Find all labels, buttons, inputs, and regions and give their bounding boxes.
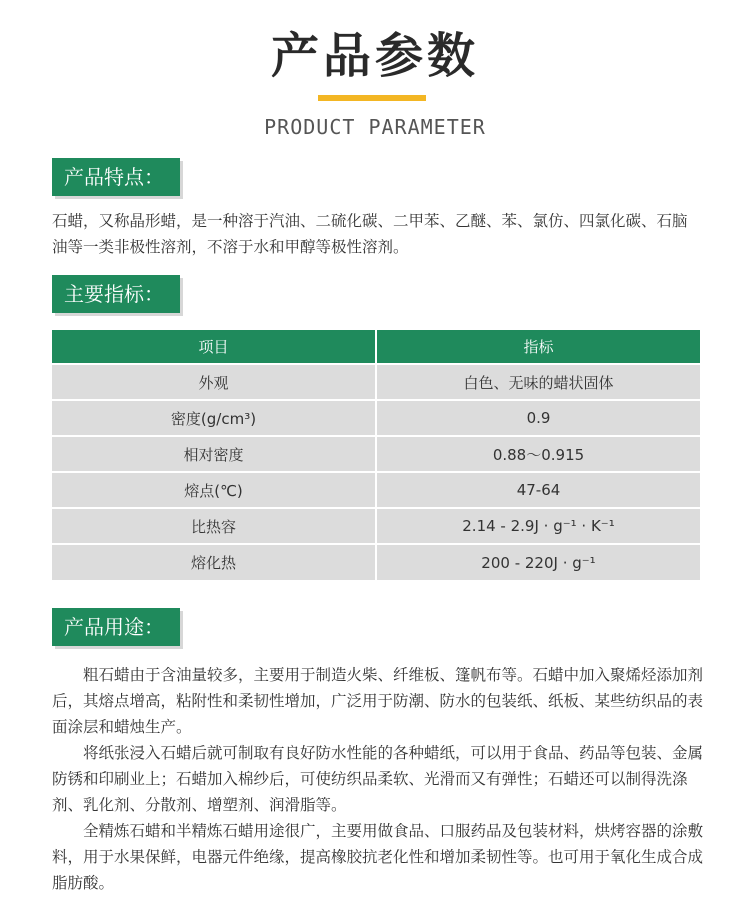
table-header-value: 指标 (376, 330, 700, 364)
table-row (52, 400, 700, 436)
table-cell-item: 比热容 (52, 508, 376, 544)
table-cell-value: 2.14 - 2.9J · g⁻¹ · K⁻¹ (376, 508, 700, 544)
table-cell-item: 外观 (52, 364, 376, 400)
usage-paragraph: 全精炼石蜡和半精炼石蜡用途很广，主要用做食品、口服药品及包装材料，烘烤容器的涂敷料，用于水果保鲜，电器元件绝缘，提高橡胶抗老化性和增加柔韧性等。也可用于氧化生成合成脂肪酸。 (52, 822, 704, 892)
table-header-row (52, 330, 700, 364)
table-cell-item: 密度(g/cm³) (52, 400, 376, 436)
table-header-item: 项目 (52, 330, 376, 364)
usage-section-title: 产品用途： (52, 608, 180, 646)
usage-paragraph: 粗石蜡由于含油量较多，主要用于制造火柴、纤维板、篷帆布等。石蜡中加入聚烯烃添加剂后，其熔点增高，粘附性和柔韧性增加，广泛用于防潮、防水的包装纸、纸板、某些纺织品的表面涂层和蜡烛生产。 (52, 666, 704, 736)
page-title: 产品参数 (270, 28, 479, 84)
table-cell-value: 0.9 (376, 400, 700, 436)
table-row (52, 364, 700, 400)
table-cell-item: 相对密度 (52, 436, 376, 472)
features-section-title: 产品特点： (52, 158, 180, 196)
table-cell-value: 白色、无味的蜡状固体 (376, 364, 700, 400)
spec-table (52, 330, 700, 580)
table-row (52, 436, 700, 472)
usage-paragraph: 将纸张浸入石蜡后就可制取有良好防水性能的各种蜡纸，可以用于食品、药品等包装、金属防锈和印刷业上；石蜡加入棉纱后，可使纺织品柔软、光滑而又有弹性；石蜡还可以制得洗涤剂、乳化剂、分散剂、增塑剂、润滑脂等。 (52, 744, 704, 814)
table-row (52, 544, 700, 580)
table-cell-value: 200 - 220J · g⁻¹ (376, 544, 700, 580)
usage-text (52, 662, 704, 896)
features-text: 石蜡，又称晶形蜡，是一种溶于汽油、二硫化碳、二甲苯、乙醚、苯、氯仿、四氯化碳、石脑油等一类非极性溶剂，不溶于水和甲醇等极性溶剂。 (52, 212, 688, 256)
specs-section-title: 主要指标： (52, 275, 180, 313)
table-cell-item: 熔点(℃) (52, 472, 376, 508)
table-row (52, 508, 700, 544)
title-underline (318, 95, 426, 101)
table-cell-item: 熔化热 (52, 544, 376, 580)
table-row (52, 472, 700, 508)
table-cell-value: 0.88～0.915 (376, 436, 700, 472)
page-subtitle: PRODUCT PARAMETER (264, 115, 486, 139)
table-cell-value: 47-64 (376, 472, 700, 508)
